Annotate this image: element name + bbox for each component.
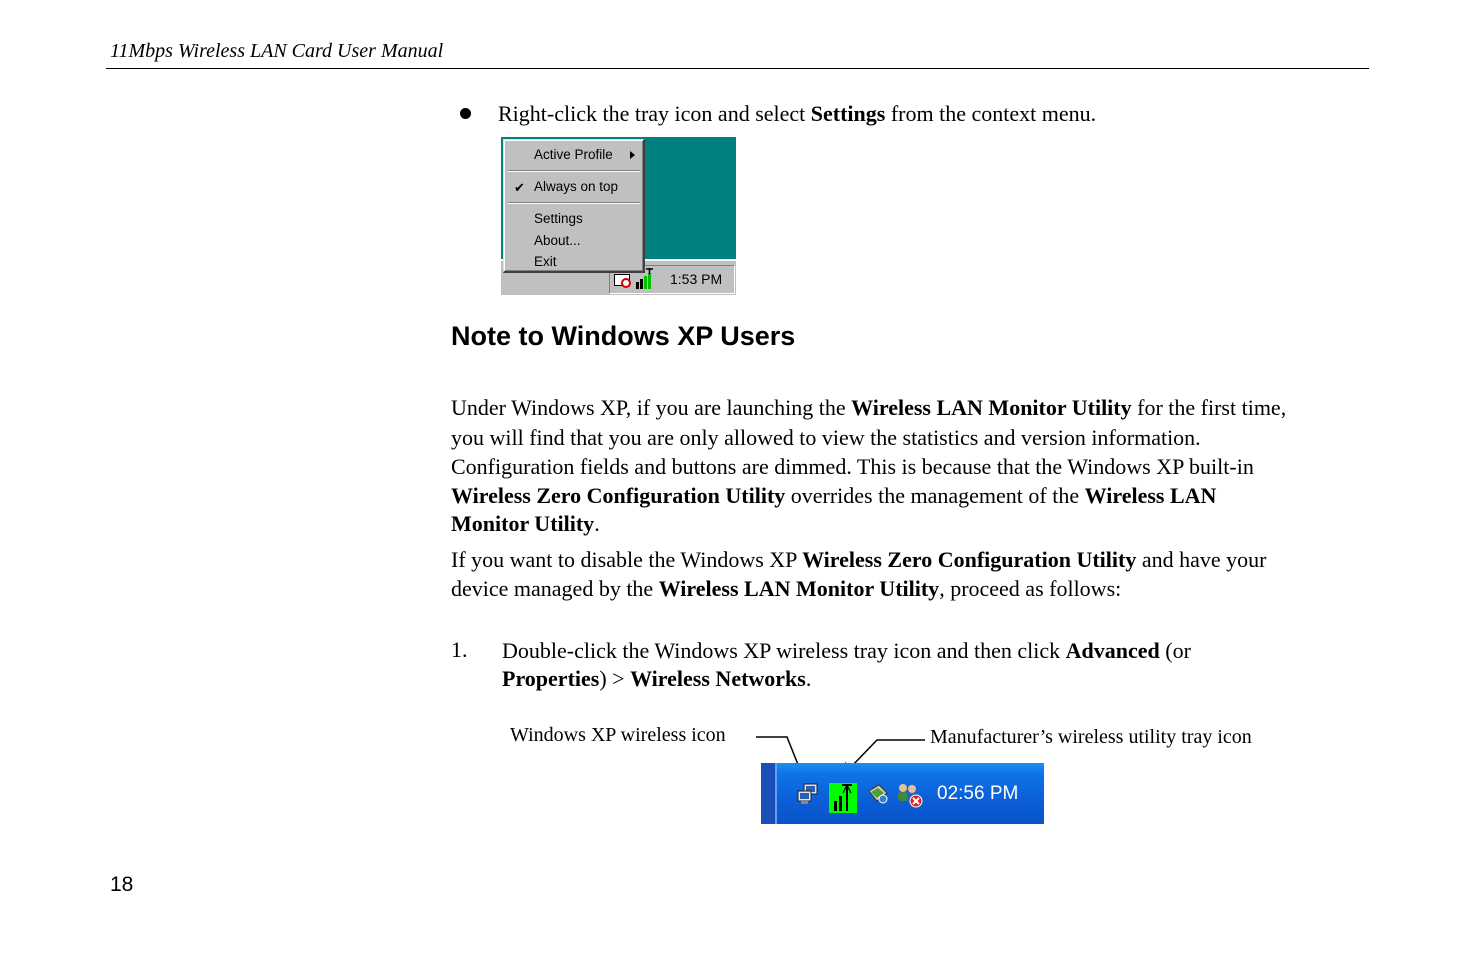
paragraph-line: you will find that you are only allowed to view the statistics and version information. [451, 425, 1201, 450]
step-number: 1. [451, 637, 468, 662]
context-menu [503, 139, 645, 273]
tray-clock: 1:53 PM [670, 271, 723, 287]
menu-separator [508, 170, 640, 172]
callout-manufacturer-icon: Manufacturer’s wireless utility tray icon [930, 726, 1252, 748]
bullet-dot [460, 108, 471, 119]
disconnected-icon [621, 278, 631, 288]
paragraph-line: device managed by the Wireless LAN Monitor Utility, proceed as follows: [451, 576, 1122, 601]
checkmark-icon: ✔ [514, 180, 525, 195]
paragraph-line: Monitor Utility. [451, 511, 600, 536]
page-number: 18 [110, 873, 134, 896]
menu-separator [508, 202, 640, 204]
xp-tray-clock: 02:56 PM [937, 783, 1019, 804]
menu-item-exit[interactable]: Exit [534, 254, 557, 269]
menu-item-about[interactable]: About... [534, 233, 581, 248]
tray-menu-screenshot [501, 137, 736, 295]
bullet-instruction: Right-click the tray icon and select Settings from the context menu. [498, 101, 1097, 126]
signal-tower-icon[interactable] [829, 781, 857, 813]
callout-xp-wireless-icon: Windows XP wireless icon [510, 724, 726, 746]
users-error-icon[interactable] [895, 781, 925, 809]
paragraph-line: Configuration fields and buttons are dimmed. This is because that the Windows XP built-in [451, 454, 1254, 479]
xp-taskbar-screenshot [761, 763, 1044, 824]
header-title: 11Mbps Wireless LAN Card User Manual [110, 40, 444, 62]
section-heading: Note to Windows XP Users [451, 321, 796, 351]
menu-item-active-profile[interactable]: Active Profile [534, 147, 613, 162]
card-icon[interactable] [867, 783, 889, 805]
paragraph-line: If you want to disable the Windows XP Wireless Zero Configuration Utility and have your [451, 547, 1267, 572]
step-text: Double-click the Windows XP wireless tray icon and then click Advanced (or Properties) > Wireless Networks. [502, 638, 1191, 691]
network-icon[interactable] [797, 783, 819, 805]
paragraph-line: Wireless Zero Configuration Utility overrides the management of the Wireless LAN [451, 483, 1217, 508]
menu-item-settings[interactable]: Settings [534, 211, 583, 226]
paragraph-line: Under Windows XP, if you are launching the Wireless LAN Monitor Utility for the first time, [451, 395, 1287, 420]
menu-item-always-on-top[interactable]: Always on top [534, 179, 619, 194]
submenu-arrow-icon [630, 151, 635, 159]
taskbar-edge [761, 763, 777, 824]
header-rule [106, 68, 1369, 69]
